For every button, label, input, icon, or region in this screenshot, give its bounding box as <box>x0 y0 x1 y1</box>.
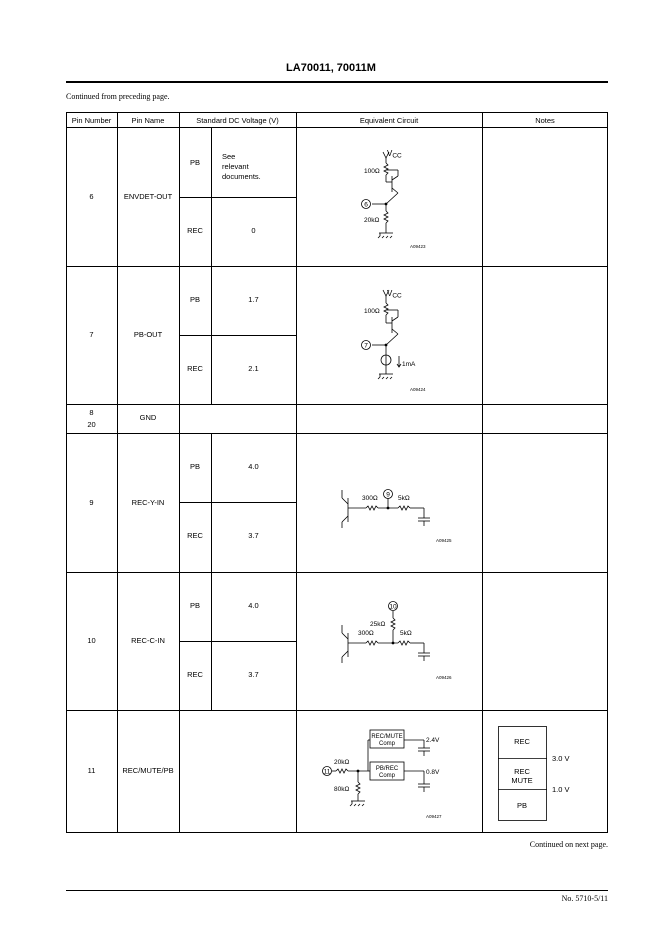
circuit-envdet-out <box>362 152 399 238</box>
pin-name-7: PB-OUT <box>133 330 163 339</box>
pin-number-20: 20 <box>87 420 96 429</box>
circuit-pin-6: 6 <box>364 201 368 209</box>
v1-11: 2.4V <box>426 737 440 744</box>
note-rec: REC <box>514 737 530 746</box>
v2-11: 0.8V <box>426 769 440 776</box>
rec-label-10: REC <box>187 670 203 679</box>
rec-value-7: 2.1 <box>248 364 259 373</box>
circuit-pin-11: 11 <box>323 768 331 776</box>
pb-label-6: PB <box>189 158 200 167</box>
pb-label-10: PB <box>189 601 200 610</box>
pin-number-10: 10 <box>87 636 96 645</box>
comp1-line1: REC/MUTE <box>371 734 403 740</box>
circuit-code-6: A09423 <box>410 244 426 249</box>
r2-10: 5kΩ <box>400 630 412 637</box>
note-th-high: 3.0 V <box>552 754 570 763</box>
comp2-11 <box>376 766 399 779</box>
col-pin-name: Pin Name <box>131 116 165 125</box>
pin-name-9: REC-Y-IN <box>131 498 165 507</box>
vcc-label-7: VCC <box>387 289 402 300</box>
col-equivalent-circuit: Equivalent Circuit <box>359 116 419 125</box>
pin-name-11: REC/MUTE/PB <box>122 766 174 775</box>
pb-value-9: 4.0 <box>248 462 259 471</box>
r-top-6: 100Ω <box>364 168 380 175</box>
comp2-line1: PB/REC <box>375 766 399 772</box>
comp1-line2: Comp <box>378 741 396 747</box>
vcc-subscript: CC <box>392 292 402 300</box>
circuit-pb-out <box>362 290 402 379</box>
pin-number-11: 11 <box>87 766 96 775</box>
r2-11: 80kΩ <box>334 786 350 793</box>
continued-next-note: Continued on next page. <box>529 840 608 849</box>
comp2-line2: Comp <box>378 773 396 779</box>
note-th-low: 1.0 V <box>552 785 570 794</box>
comp1-11 <box>371 734 402 747</box>
pin-name-6: ENVDET-OUT <box>123 192 173 201</box>
circuit-pin-7: 7 <box>364 342 368 350</box>
rec-value-9: 3.7 <box>248 531 259 540</box>
pb-value-6: See relevant documents. <box>222 152 261 181</box>
circuit-code-7: A09424 <box>410 387 426 392</box>
r0-10: 25kΩ <box>370 621 386 628</box>
footer-rule <box>66 890 608 891</box>
rec-value-10: 3.7 <box>248 670 259 679</box>
circuit-code-9: A09425 <box>436 538 452 543</box>
rec-label-9: REC <box>187 531 203 540</box>
col-pin-number: Pin Number <box>71 116 112 125</box>
r1-9: 300Ω <box>362 495 378 502</box>
circuit-rec-c-in <box>342 602 430 664</box>
r-bot-6: 20kΩ <box>364 217 380 224</box>
document-number: No. 5710-5/11 <box>561 894 608 903</box>
continued-from-note: Continued from preceding page. <box>66 92 170 101</box>
pb-label-7: PB <box>189 295 200 304</box>
col-notes: Notes <box>535 116 555 125</box>
rec-label-7: REC <box>187 364 203 373</box>
pb-label-9: PB <box>189 462 200 471</box>
r-top-7: 100Ω <box>364 308 380 315</box>
pin-number-8: 8 <box>89 408 94 417</box>
pin-name-gnd: GND <box>139 413 157 422</box>
pin-number-9: 9 <box>89 498 94 507</box>
circuit-pin-10: 10 <box>389 603 397 611</box>
rec-label-6: REC <box>187 226 203 235</box>
pin-name-10: REC-C-IN <box>131 636 165 645</box>
r1-10: 300Ω <box>358 630 374 637</box>
pb-value-10: 4.0 <box>248 601 259 610</box>
r1-11: 20kΩ <box>334 759 350 766</box>
vcc-subscript: CC <box>392 152 402 160</box>
r2-9: 5kΩ <box>398 495 410 502</box>
pin-number-7: 7 <box>89 330 94 339</box>
circuit-code-10: A09426 <box>436 675 452 680</box>
current-7: 1mA <box>402 361 416 368</box>
pin-number-6: 6 <box>89 192 94 201</box>
circuit-pin-9: 9 <box>386 491 390 499</box>
circuit-code-11: A09427 <box>426 814 442 819</box>
page-title: LA70011, 70011M <box>286 62 376 74</box>
note-pb: PB <box>516 801 528 810</box>
rec-value-6: 0 <box>251 226 256 235</box>
vcc-label-6: VCC <box>387 149 402 160</box>
pb-value-7: 1.7 <box>248 295 259 304</box>
col-dc-voltage: Standard DC Voltage (V) <box>196 116 279 125</box>
note-rec-mute: REC MUTE <box>511 767 533 785</box>
